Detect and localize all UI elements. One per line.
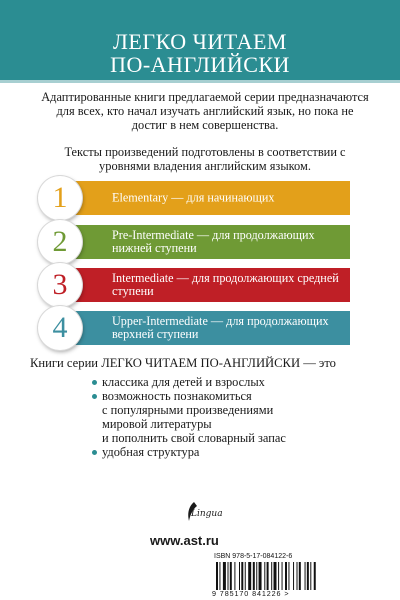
benefit-text: классика для детей и взрослых: [102, 375, 265, 389]
lingua-logo-text: Lingua: [191, 509, 223, 519]
publisher-website: www.ast.ru: [150, 533, 219, 548]
level-number-badge-4: 4: [38, 306, 82, 350]
level-number-badge-2: 2: [38, 220, 82, 264]
benefit-item: [92, 389, 382, 445]
benefits-list: [92, 375, 382, 459]
isbn-barcode-block: [210, 552, 365, 598]
bullet-icon: [92, 380, 97, 385]
level-number-badge-1: 1: [38, 176, 82, 220]
benefit-text: удобная структура: [102, 445, 200, 459]
intro-paragraph-levels: Тексты произведений подготовлены в соответствии с уровнями владения английским языком.: [64, 145, 346, 173]
header-divider: [0, 80, 400, 83]
level-bar-intermediate: [50, 268, 350, 302]
lingua-logo: [183, 501, 227, 525]
barcode-icon: [212, 562, 362, 590]
level-bar-pre-intermediate: [50, 225, 350, 259]
series-title-line-2: ПО-АНГЛИЙСКИ: [110, 52, 290, 77]
level-label-elementary: Elementary — для начинающих: [112, 190, 275, 205]
bullet-icon: [92, 450, 97, 455]
benefit-text: возможность познакомиться с популярными произведениями мировой литературы и пополнить свой словарный запас: [102, 389, 286, 445]
isbn-number: ISBN 978-5-17-084122-6: [214, 553, 293, 560]
series-title-line-1: ЛЕГКО ЧИТАЕМ: [112, 29, 287, 54]
benefit-item: [92, 375, 382, 389]
intro-paragraph-audience: Адаптированные книги предлагаемой серии предназначаются для всех, кто начал изучать английский язык, но пока не достиг в нем совершенства.: [41, 90, 369, 132]
barcode-digits: 9 785170 841226 >: [212, 589, 290, 598]
level-label-pre-intermediate: Pre-Intermediate — для продолжающих нижней ступени: [112, 228, 315, 255]
level-bar-elementary: [50, 181, 350, 215]
bullet-icon: [92, 394, 97, 399]
level-label-upper-intermediate: Upper-Intermediate — для продолжающих верхней ступени: [112, 314, 329, 341]
benefit-item: [92, 445, 382, 459]
level-label-intermediate: Intermediate — для продолжающих средней ступени: [112, 271, 339, 298]
level-bar-upper-intermediate: [50, 311, 350, 345]
level-number-badge-3: 3: [38, 263, 82, 307]
benefits-lead-text: Книги серии ЛЕГКО ЧИТАЕМ ПО-АНГЛИЙСКИ — это: [30, 356, 336, 370]
